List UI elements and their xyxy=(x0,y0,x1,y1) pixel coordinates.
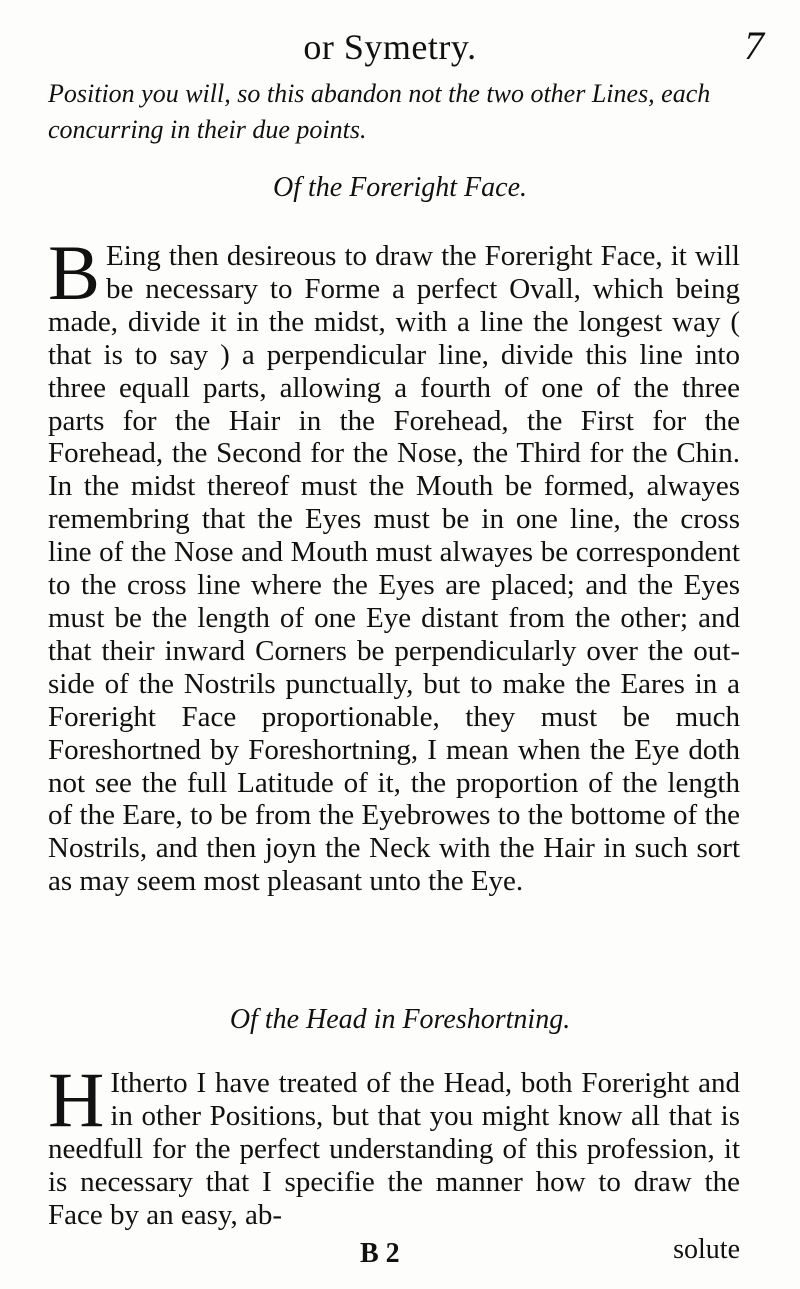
drop-cap: B xyxy=(48,229,101,316)
catchword: solute xyxy=(673,1234,740,1265)
paragraph-text: Itherto I have treated of the Head, both Foreright and in other Positions, but that you might know all that is needfull for the perfect understanding of this profession, it is necessary that I specifie the manner how to draw the Face by an easy, ab- xyxy=(48,1067,740,1231)
section-heading-head-foreshortning: Of the Head in Foreshortning. xyxy=(229,1004,571,1035)
paragraph-foreright-face xyxy=(48,229,740,898)
carry-over-text: Position you will, so this abandon not the two other Lines, each concurring in their due points. xyxy=(48,79,711,144)
page-number: 7 xyxy=(744,23,764,68)
paragraph-text: Eing then desireous to draw the Foreright Face, it will be necessary to Forme a perfect Ovall, which being made, divide it in the midst, with a line the longest way ( that is to say ) a perpendicular line, divide this line into three equall parts, allowing a fourth of one of the three parts for the Hair in the Forehead, the First for the Forehead, the Second for the Nose, the Third for the Chin. In the midst thereof must the Mouth be formed, alwayes remembring that the Eyes must be in one line, the cross line of the Nose and Mouth must alwayes be correspondent to the cross line where the Eyes are placed; and the Eyes must be the length of one Eye distant from the other; and that their inward Corners be perpendicularly over the out-side of the Nostrils punctually, but to make the Eares in a Foreright Face proportionable, they must be much Foreshortned by Foreshortning, I mean when the Eye doth not see the full Latitude of it, the proportion of the length of the Eare, to be from the Eyebrowes to the bottome of the Nostrils, and then joyn the Neck with the Hair in such sort as may seem most pleasant unto the Eye. xyxy=(48,240,740,898)
running-head xyxy=(0,22,800,68)
drop-cap: H xyxy=(48,1056,105,1143)
signature-mark: B 2 xyxy=(360,1238,400,1269)
running-title: or Symetry. xyxy=(303,27,477,67)
paragraph-head-foreshortning xyxy=(48,1056,740,1232)
section-heading-foreright-face: Of the Foreright Face. xyxy=(272,172,527,203)
